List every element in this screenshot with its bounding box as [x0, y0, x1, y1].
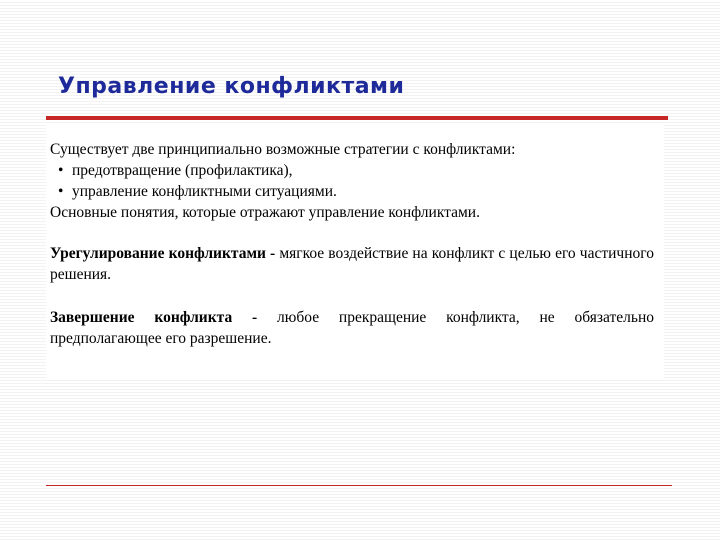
- definition-completion: [50, 307, 654, 349]
- list-item: [50, 181, 654, 202]
- bullet-icon: •: [58, 183, 64, 200]
- definition-text: любое прекращение конфликта, не обязательно предполагающее его разрешение.: [50, 309, 654, 347]
- body-text: [50, 139, 654, 349]
- summary-text: Основные понятия, которые отражают управление конфликтами.: [50, 204, 480, 221]
- slide-title: Управление конфликтами: [58, 74, 405, 99]
- footer-rule: [46, 485, 672, 486]
- intro-text: Существует две принципиально возможные стратегии с конфликтами:: [50, 141, 516, 158]
- title-underline: [46, 116, 668, 120]
- bullet-text: предотвращение (профилактика),: [72, 162, 293, 179]
- definition-text: мягкое воздействие на конфликт с целью его частичного решения.: [50, 245, 654, 283]
- definition-settlement: [50, 243, 654, 285]
- definition-term: Урегулирование конфликтами -: [50, 245, 276, 262]
- strategy-list: [50, 160, 654, 202]
- bullet-icon: •: [58, 162, 64, 179]
- definition-term: Завершение конфликта -: [50, 309, 258, 326]
- list-item: [50, 160, 654, 181]
- bullet-text: управление конфликтными ситуациями.: [72, 183, 337, 200]
